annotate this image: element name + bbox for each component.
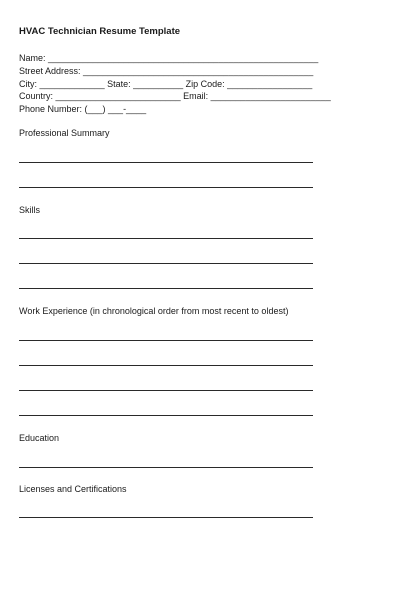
work-experience-line-1[interactable] bbox=[19, 340, 313, 341]
phone-number-field[interactable]: Phone Number: (___) ___-____ bbox=[19, 104, 147, 114]
work-experience-line-2[interactable] bbox=[19, 365, 313, 366]
licenses-line-1[interactable] bbox=[19, 517, 313, 518]
licenses-heading: Licenses and Certifications bbox=[19, 484, 127, 494]
work-experience-line-3[interactable] bbox=[19, 390, 313, 391]
professional-summary-line-1[interactable] bbox=[19, 162, 313, 163]
work-experience-line-4[interactable] bbox=[19, 415, 313, 416]
work-experience-heading: Work Experience (in chronological order from most recent to oldest) bbox=[19, 306, 289, 316]
skills-line-2[interactable] bbox=[19, 263, 313, 264]
education-heading: Education bbox=[19, 433, 60, 443]
education-line-1[interactable] bbox=[19, 467, 313, 468]
skills-line-1[interactable] bbox=[19, 238, 313, 239]
skills-line-3[interactable] bbox=[19, 288, 313, 289]
name-field[interactable]: Name: ______________________________________________________ bbox=[19, 53, 319, 63]
skills-heading: Skills bbox=[19, 205, 41, 215]
professional-summary-heading: Professional Summary bbox=[19, 128, 110, 138]
professional-summary-line-2[interactable] bbox=[19, 187, 313, 188]
street-address-field[interactable]: Street Address: ______________________________________________ bbox=[19, 66, 314, 76]
country-email-field[interactable]: Country: _________________________ Email: ________________________ bbox=[19, 91, 331, 101]
city-state-zip-field[interactable]: City: _____________ State: __________ Zip Code: _________________ bbox=[19, 79, 313, 89]
document-title: HVAC Technician Resume Template bbox=[19, 26, 181, 37]
